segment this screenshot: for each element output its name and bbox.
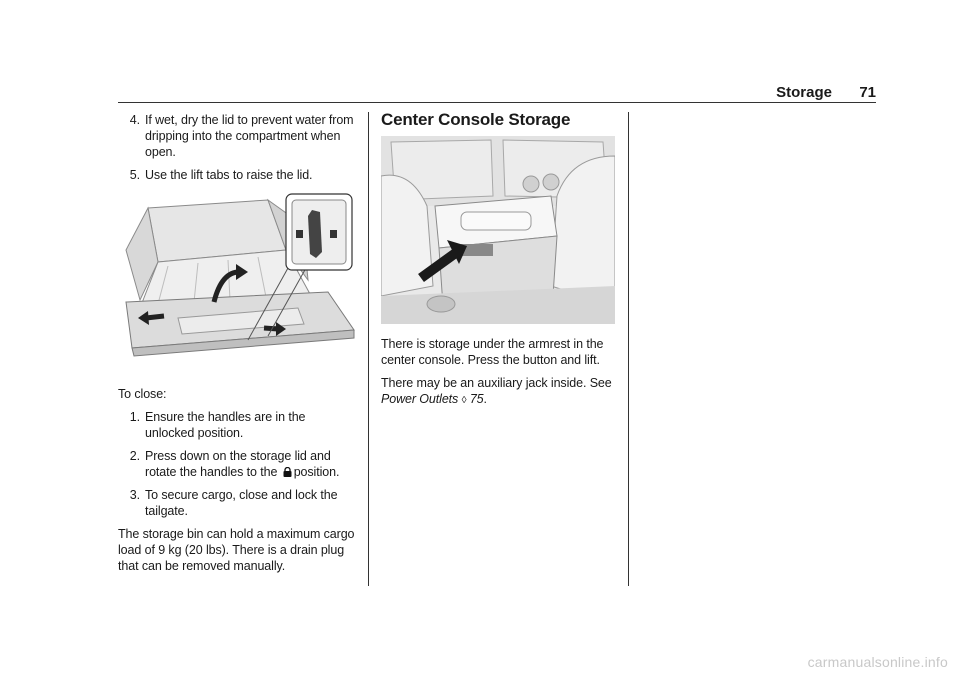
close-step-1: [118, 409, 356, 441]
sentence-end: .: [483, 392, 487, 406]
to-close-label: To close:: [118, 387, 167, 401]
page-ref-arrow-icon: ◊: [461, 395, 467, 406]
step-5: [118, 167, 356, 183]
lock-icon: [283, 467, 292, 477]
right-column: [381, 112, 617, 416]
close-step-3: [118, 487, 356, 519]
capacity-paragraph: The storage bin can hold a maximum cargo load of 9 kg (20 lbs). There is a drain plug that can be removed manually.: [118, 527, 355, 573]
step-text-a: Press down on the storage lid and rotate the handles to the: [145, 449, 331, 479]
watermark: carmanualsonline.info: [807, 654, 948, 670]
step-number: 5.: [129, 168, 140, 182]
center-console-figure: [381, 136, 615, 324]
column-divider-2: [628, 112, 629, 586]
step-text-b: position.: [293, 465, 340, 479]
aux-jack-paragraph: [381, 375, 617, 409]
step-number: 2.: [129, 449, 140, 463]
step-text: If wet, dry the lid to prevent water from dripping into the compartment when open.: [145, 113, 354, 159]
left-column: [118, 112, 356, 581]
aux-jack-text: There may be an auxiliary jack inside. See: [381, 376, 612, 390]
section-heading: Center Console Storage: [381, 110, 571, 129]
tailgate-storage-figure: [118, 190, 356, 358]
center-console-illustration: [381, 136, 615, 324]
page-number: 71: [859, 84, 876, 101]
column-divider-1: [368, 112, 369, 586]
step-number: 1.: [129, 410, 140, 424]
step-text: [145, 448, 356, 480]
step-number: 3.: [129, 488, 140, 502]
section-title: Storage: [776, 84, 832, 101]
power-outlets-link[interactable]: Power Outlets: [381, 392, 459, 406]
page-ref-number[interactable]: 75: [469, 392, 484, 406]
step-number: 4.: [129, 113, 140, 127]
page-header: [118, 84, 876, 103]
console-paragraph: There is storage under the armrest in the center console. Press the button and lift.: [381, 337, 604, 367]
close-step-2: [118, 448, 356, 480]
step-text: Use the lift tabs to raise the lid.: [145, 168, 313, 182]
step-text: Ensure the handles are in the unlocked position.: [145, 410, 306, 440]
tailgate-storage-illustration: [118, 190, 356, 358]
step-text: To secure cargo, close and lock the tailgate.: [145, 488, 338, 518]
step-4: [118, 112, 356, 160]
